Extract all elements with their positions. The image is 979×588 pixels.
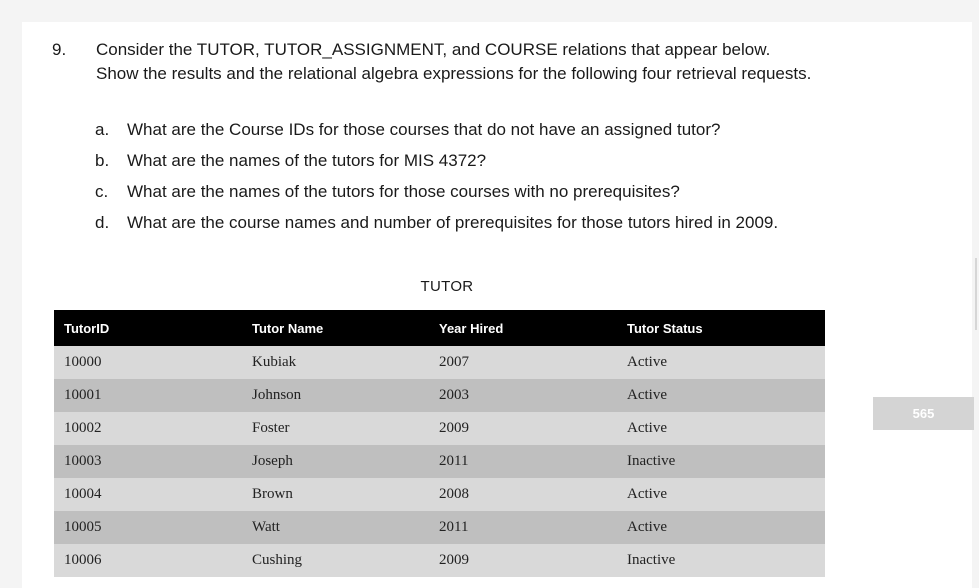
cell-year-hired: 2008 [429,478,617,511]
sub-question-text: What are the Course IDs for those courses that do not have an assigned tutor? [127,120,721,139]
cell-tutor-status: Active [617,511,825,544]
cell-tutor-status: Active [617,412,825,445]
cell-tutor-id: 10002 [54,412,242,445]
column-header-tutor-status: Tutor Status [617,310,825,346]
cell-tutor-name: Joseph [242,445,429,478]
sub-question-letter: b. [95,151,110,170]
cell-tutor-name: Brown [242,478,429,511]
cell-tutor-status: Active [617,346,825,379]
column-header-tutor-name: Tutor Name [242,310,429,346]
question-9 [52,38,812,86]
column-header-year-hired: Year Hired [429,310,617,346]
cell-tutor-name: Foster [242,412,429,445]
cell-tutor-status: Active [617,478,825,511]
document-page [22,22,972,588]
cell-year-hired: 2011 [429,511,617,544]
table-row [54,346,825,379]
cell-year-hired: 2011 [429,445,617,478]
sub-question-text: What are the names of the tutors for those courses with no prerequisites? [127,182,680,201]
cell-year-hired: 2007 [429,346,617,379]
cell-tutor-name: Watt [242,511,429,544]
table-row [54,544,825,577]
cell-year-hired: 2009 [429,544,617,577]
cell-tutor-id: 10001 [54,379,242,412]
cell-tutor-status: Active [617,379,825,412]
page-number-badge: 565 [873,397,974,430]
sub-question-text: What are the course names and number of prerequisites for those tutors hired in 2009. [127,213,779,232]
cell-tutor-status: Inactive [617,544,825,577]
table-title: TUTOR [420,278,474,295]
page-edge-rule [975,258,977,330]
tutor-table [54,310,825,577]
table-row [54,412,825,445]
sub-question-letter: a. [95,120,110,139]
cell-tutor-id: 10004 [54,478,242,511]
sub-question-letter: d. [95,213,110,232]
cell-tutor-status: Inactive [617,445,825,478]
cell-tutor-id: 10005 [54,511,242,544]
cell-tutor-name: Kubiak [242,346,429,379]
cell-year-hired: 2003 [429,379,617,412]
column-header-tutor-id: TutorID [54,310,242,346]
question-text: Consider the TUTOR, TUTOR_ASSIGNMENT, and COURSE relations that appear below. Show the results and the relational algebra expressions for the following four retrieval requests. [96,40,812,83]
table-row [54,511,825,544]
table-row [54,445,825,478]
sub-question-letter: c. [95,182,109,201]
table-header-row [54,310,825,346]
cell-tutor-name: Cushing [242,544,429,577]
cell-tutor-id: 10003 [54,445,242,478]
question-number: 9. [52,40,67,59]
table-row [54,379,825,412]
cell-tutor-id: 10006 [54,544,242,577]
table-row [54,478,825,511]
cell-tutor-name: Johnson [242,379,429,412]
cell-year-hired: 2009 [429,412,617,445]
cell-tutor-id: 10000 [54,346,242,379]
sub-question-text: What are the names of the tutors for MIS 4372? [127,151,487,170]
